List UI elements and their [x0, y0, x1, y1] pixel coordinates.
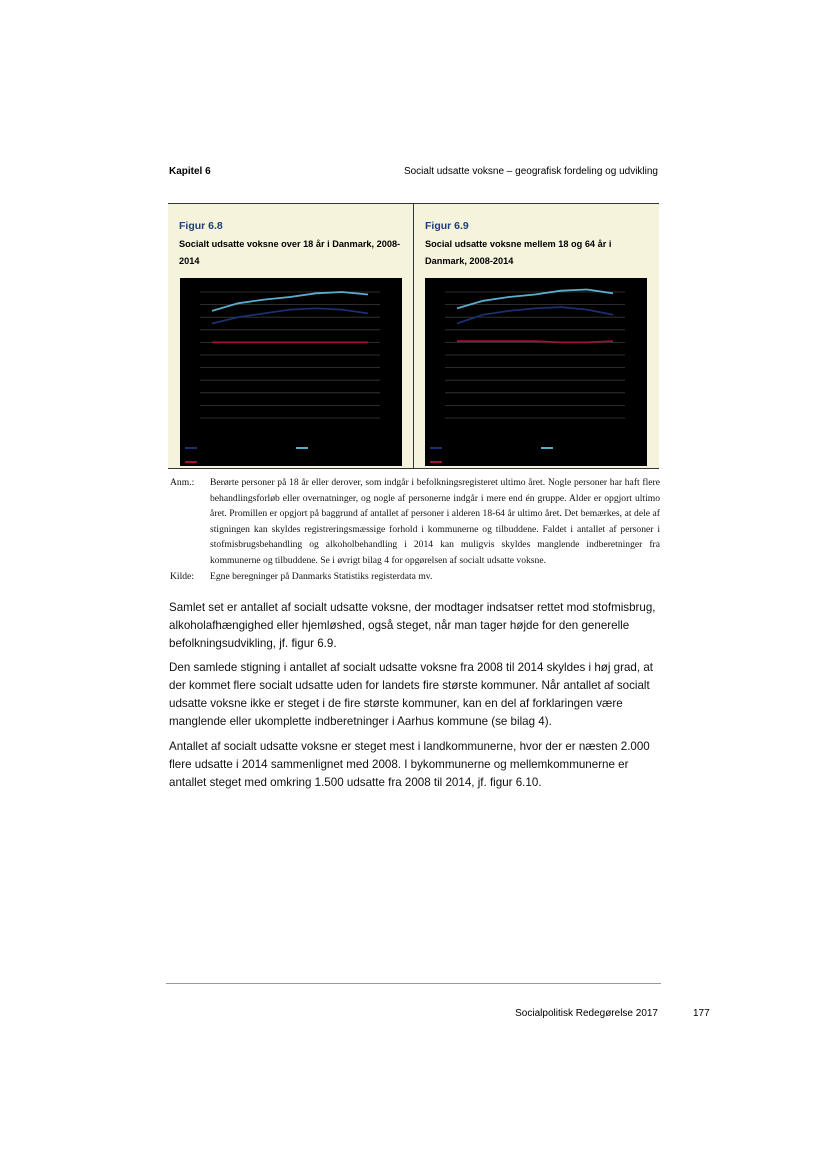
- series-line: [212, 308, 368, 323]
- figure-label: Figur 6.8: [179, 220, 223, 232]
- figure-6-8-panel: [168, 204, 413, 468]
- figure-title: Socialt udsatte voksne over 18 år i Danmark, 2008-2014: [179, 239, 401, 266]
- kilde-text: Egne beregninger på Danmarks Statistiks registerdata mv.: [210, 570, 433, 582]
- series-line: [457, 307, 613, 323]
- figure-6-8-chart: [180, 278, 402, 466]
- series-line: [212, 292, 368, 311]
- chapter-label: Kapitel 6: [169, 166, 211, 177]
- figure-6-9-chart: [425, 278, 647, 466]
- kilde-label: Kilde:: [170, 570, 194, 582]
- figure-title: Social udsatte voksne mellem 18 og 64 år i Danmark, 2008-2014: [425, 239, 612, 266]
- figure-6-9-panel: [414, 204, 659, 468]
- figure-box: [168, 203, 659, 469]
- body-paragraph: Antallet af socialt udsatte voksne er steget mest i landkommunerne, hvor der er næsten 2.000 flere udsatte i 2014 sammenlignet med 2008. I bykommunerne og mellemkommunerne er antallet steget med omkring 1.500 udsatte fra 2008 til 2014, jf. figur 6.10.: [169, 740, 650, 789]
- footer-rule: [166, 983, 661, 984]
- anm-text: Berørte personer på 18 år eller derover, som indgår i befolkningsregisteret ultimo året. Nogle personer har haft flere behandlingsforløb eller overnatninger, og nogle af personerne indgår i mere end én gruppe. Alder er opgjort ultimo året. Promillen er opgjort på baggrund af antallet af personer i alderen 18-64 år ultimo året. Det bemærkes, at dele af stigningen kan skyldes registreringsmæssige forhold i kommunerne og tilbuddene. Faldet i antallet af personer i stofmisbrugsbehandling og alkoholbehandling i 2014 kan muligvis skyldes manglende indberetninger fra kommunerne og tilbuddene. Se i øvrigt bilag 4 for opgørelsen af socialt udsatte voksne.: [210, 477, 660, 566]
- anm-note: [170, 475, 660, 569]
- figure-label: Figur 6.9: [425, 220, 469, 232]
- body-paragraph: Samlet set er antallet af socialt udsatte voksne, der modtager indsatser rettet mod stofmisbrug, alkoholafhængighed eller hjemløshed, også steget, når man tager højde for den generelle befolkningsudvikling, jf. figur 6.9.: [169, 601, 656, 650]
- figure-notes: [170, 475, 660, 584]
- page-number: 177: [693, 1008, 710, 1019]
- source-note: [170, 569, 660, 585]
- footer-publication: Socialpolitisk Redegørelse 2017: [515, 1008, 658, 1019]
- running-header-title: Socialt udsatte voksne – geografisk fordeling og udvikling: [403, 166, 658, 177]
- anm-label: Anm.:: [170, 477, 195, 488]
- body-paragraph: Den samlede stigning i antallet af socialt udsatte voksne fra 2008 til 2014 skyldes i høj grad, at der kommet flere socialt udsatte uden for landets fire største kommuner. Når antallet af socialt udsatte voksne ikke er steget i de fire største kommuner, kan en del af forklaringen være manglende eller ukomplette indberetninger i Aarhus kommune (se bilag 4).: [169, 661, 653, 728]
